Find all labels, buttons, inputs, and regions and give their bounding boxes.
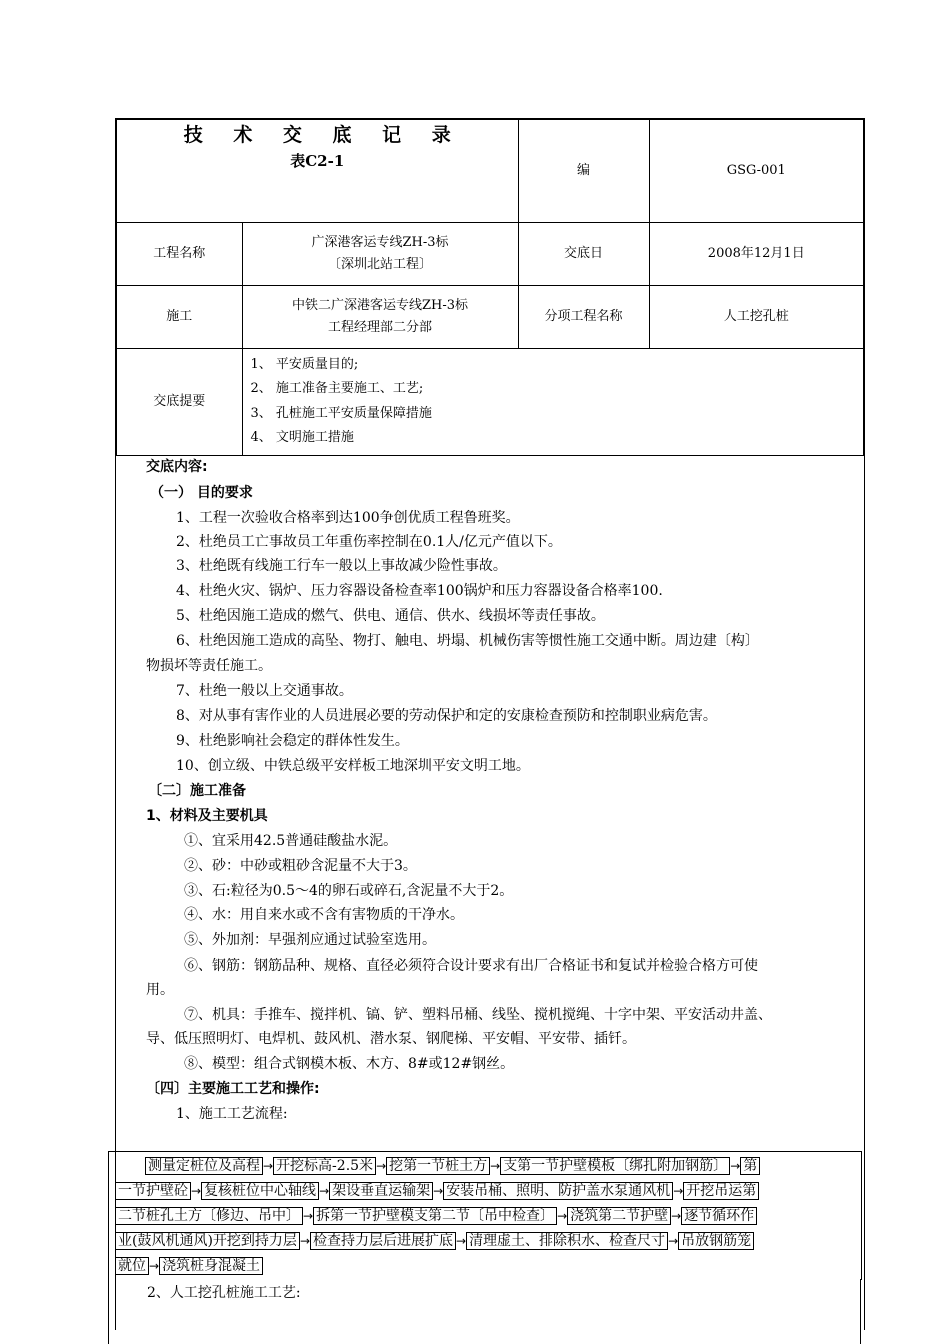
flow-step: 浇筑第二节护壁	[567, 1207, 671, 1225]
section-2-subtitle: 1、材料及主要机具	[146, 808, 268, 824]
material-item-continued: 用。	[146, 982, 174, 998]
flow-arrow-icon: →	[433, 1184, 444, 1198]
flow-line-4	[115, 1231, 754, 1251]
subitem-value: 人工挖孔桩	[649, 285, 864, 348]
goal-item: 7、杜绝一般以上交通事故。	[176, 683, 353, 699]
material-item: ②、砂：中砂或粗砂含泥量不大于3。	[184, 858, 417, 874]
flow-arrow-icon: →	[668, 1234, 679, 1248]
goal-item: 6、杜绝因施工造成的高坠、物打、触电、坍塌、机械伤害等惯性施工交通中断。周边建〔构〕	[176, 633, 759, 649]
document-title: 技 术 交 底 记 录	[183, 124, 463, 146]
section-2-title: 〔二〕施工准备	[148, 783, 246, 799]
section-1-title: （一） 目的要求	[150, 485, 253, 501]
flow-arrow-icon: →	[490, 1159, 501, 1173]
flow-step: 就位	[115, 1257, 149, 1275]
flow-step: 一节护壁砼	[115, 1182, 191, 1200]
summary-item: 1、 平安质量目的;	[250, 356, 359, 372]
flow-arrow-icon: →	[149, 1259, 160, 1273]
flow-step: 安装吊桶、照明、防护盖水泵通风机	[443, 1182, 673, 1200]
goal-item: 5、杜绝因施工造成的燃气、供电、通信、供水、线损坏等责任事故。	[176, 608, 605, 624]
right-border	[860, 1279, 861, 1344]
flow-arrow-icon: →	[673, 1184, 684, 1198]
content-heading: 交底内容:	[146, 459, 208, 475]
summary-label: 交底提要	[116, 348, 242, 455]
flow-arrow-icon: →	[319, 1184, 330, 1198]
material-item: ④、水：用自来水或不含有害物质的干净水。	[184, 907, 464, 923]
process-flow	[108, 1151, 862, 1280]
flow-step: 复核桩位中心轴线	[201, 1182, 319, 1200]
material-item-continued: 导、低压照明灯、电焊机、鼓风机、潜水泵、钢爬梯、平安帽、平安带、插钎。	[146, 1031, 636, 1047]
goal-item-continued: 物损坏等责任施工。	[146, 658, 272, 674]
subitem-label: 分项工程名称	[518, 285, 649, 348]
flow-arrow-icon: →	[303, 1209, 314, 1223]
project-value-line2: 〔深圳北站工程〕	[327, 256, 432, 272]
constructor-value	[242, 285, 518, 348]
header-table	[115, 118, 865, 456]
flow-step: 挖第一节桩土方	[386, 1157, 490, 1175]
date-value: 2008年12月1日	[649, 222, 864, 285]
goal-item: 1、工程一次验收合格率到达100争创优质工程鲁班奖。	[176, 510, 520, 526]
date-label: 交底日	[518, 222, 649, 285]
goal-item: 2、杜绝员工亡事故员工年重伤率控制在0.1人/亿元产值以下。	[176, 534, 562, 550]
flow-line-5	[115, 1256, 263, 1276]
material-item: ⑥、钢筋：钢筋品种、规格、直径必须符合设计要求有出厂合格证书和复试并检验合格方可使	[184, 958, 758, 974]
material-item: ⑧、模型：组合式钢模木板、木方、8#或12#钢丝。	[184, 1056, 515, 1072]
form-number: 表C2-1	[290, 152, 345, 170]
flow-line-1	[145, 1156, 760, 1176]
flow-step: 架设垂直运输架	[329, 1182, 433, 1200]
goal-item: 8、对从事有害作业的人员进展必要的劳动保护和定的安康检查预防和控制职业病危害。	[176, 708, 717, 724]
flow-arrow-icon: →	[376, 1159, 387, 1173]
flow-arrow-icon: →	[299, 1234, 310, 1248]
flow-step: 检查持力层后进展扩底	[310, 1232, 456, 1250]
flow-arrow-icon: →	[557, 1209, 568, 1223]
flow-arrow-icon: →	[263, 1159, 274, 1173]
flow-step: 开挖标高-2.5米	[273, 1157, 376, 1175]
code-label: 编	[518, 119, 649, 222]
flow-step: 浇筑桩身混凝土	[159, 1257, 263, 1275]
flow-step: 测量定桩位及高程	[145, 1157, 263, 1175]
flow-line-2	[115, 1181, 759, 1201]
flow-step: 吊放钢筋笼	[678, 1232, 754, 1250]
title-cell	[116, 119, 518, 222]
summary-item: 3、 孔桩施工平安质量保障措施	[250, 405, 432, 421]
flow-step: 业(鼓风机通风)开挖到持力层	[115, 1232, 300, 1250]
goal-item: 4、杜绝火灾、锅炉、压力容器设备检查率100锅炉和压力容器设备合格率100.	[176, 583, 663, 599]
summary-item: 4、 文明施工措施	[250, 430, 354, 445]
goal-item: 9、杜绝影响社会稳定的群体性发生。	[176, 733, 409, 749]
material-item: ①、宜采用42.5普通硅酸盐水泥。	[184, 833, 398, 849]
constructor-label: 施工	[116, 285, 242, 348]
left-border	[108, 1279, 109, 1344]
section-4-subtitle-2: 2、人工挖孔桩施工工艺:	[147, 1285, 301, 1301]
project-value-line1: 广深港客运专线ZH-3标	[311, 234, 449, 250]
flow-step: 第	[740, 1157, 760, 1175]
material-item: ③、石:粒径为0.5～4的卵石或碎石,含泥量不大于2。	[184, 883, 514, 899]
flow-arrow-icon: →	[191, 1184, 202, 1198]
section-4-subtitle: 1、施工工艺流程:	[176, 1106, 288, 1122]
material-item: ⑤、外加剂：早强剂应通过试验室选用。	[184, 932, 436, 948]
code-value: GSG-001	[649, 119, 864, 222]
flow-step: 支第一节护壁模板〔绑扎附加钢筋〕	[500, 1157, 730, 1175]
material-item: ⑦、机具：手推车、搅拌机、镐、铲、塑料吊桶、线坠、搅机搅绳、十字中架、平安活动井盖、	[184, 1007, 772, 1023]
summary-items	[242, 348, 864, 455]
section-4-title: 〔四〕主要施工工艺和操作:	[146, 1081, 320, 1097]
flow-step: 开挖吊运第	[683, 1182, 759, 1200]
constructor-value-line2: 工程经理部二分部	[327, 319, 432, 335]
flow-line-3	[115, 1206, 757, 1226]
flow-step: 清理虚土、排除积水、检查尺寸	[466, 1232, 668, 1250]
flow-arrow-icon: →	[456, 1234, 467, 1248]
constructor-value-line1: 中铁二广深港客运专线ZH-3标	[291, 297, 469, 313]
summary-item: 2、 施工准备主要施工、工艺;	[250, 381, 424, 396]
flow-step: 二节桩孔土方〔修边、吊中〕	[115, 1207, 303, 1225]
goal-item: 3、杜绝既有线施工行车一般以上事故减少险性事故。	[176, 558, 507, 574]
project-value	[242, 222, 518, 285]
project-label: 工程名称	[116, 222, 242, 285]
flow-arrow-icon: →	[730, 1159, 741, 1173]
flow-arrow-icon: →	[671, 1209, 682, 1223]
flow-step: 逐节循环作	[681, 1207, 757, 1225]
flow-step: 拆第一节护壁模支第二节〔吊中检查〕	[313, 1207, 557, 1225]
goal-item: 10、创立级、中铁总级平安样板工地深圳平安文明工地。	[176, 758, 530, 774]
